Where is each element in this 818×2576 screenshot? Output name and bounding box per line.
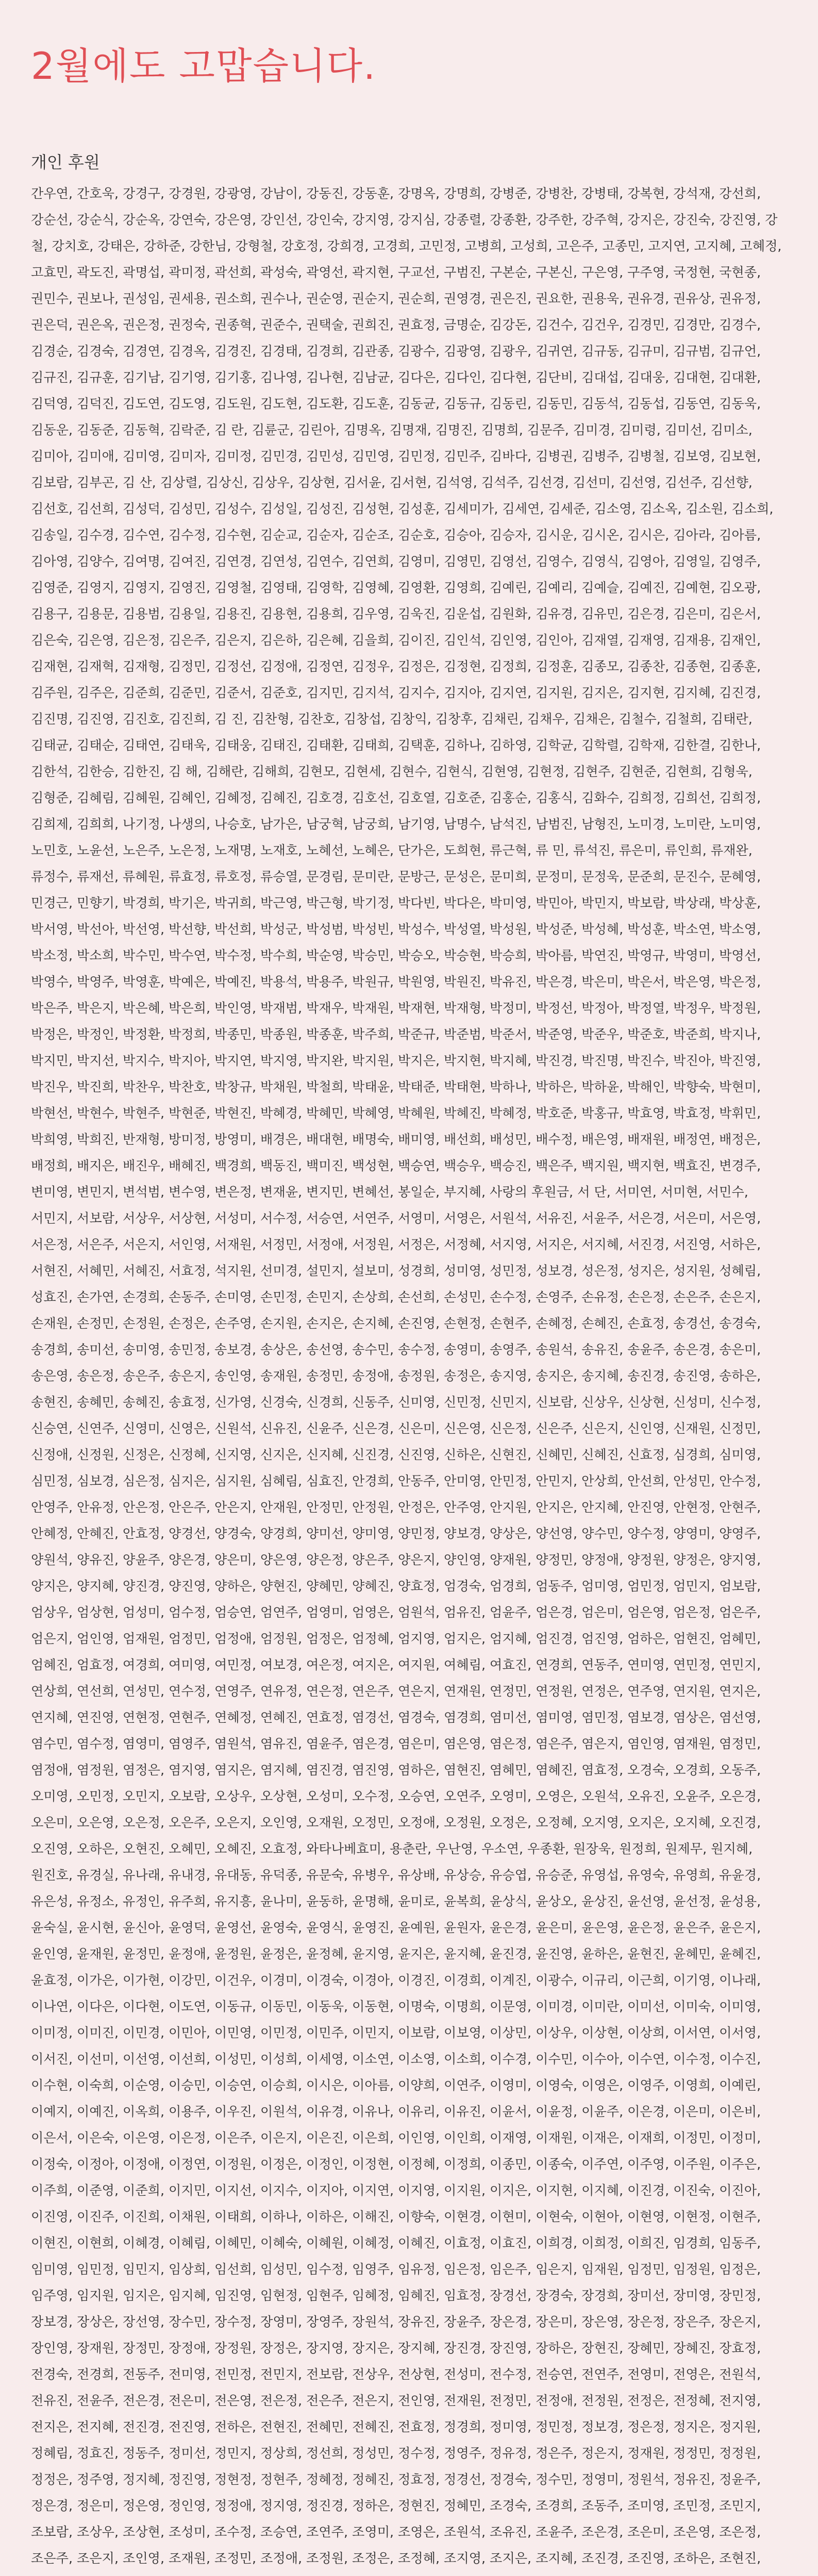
- individual-section-title: 개인 후원: [31, 152, 100, 172]
- page-title: 2월에도 고맙습니다.: [31, 44, 376, 88]
- individual-sponsor-names: 간우연, 간호욱, 강경구, 강경원, 강광영, 강남이, 강동진, 강동훈, 강명옥, 강명희, 강병준, 강병찬, 강병태, 강복현, 강석재, 강선희, 강순선, 강순식, 강순옥, 강연숙, 강은영, 강인선, 강인숙, 강지영, 강지심, 강종렬, 강종환, 강주한, 강주혁, 강지은, 강진숙, 강진영, 강 철, 강치호, 강태은, 강하준, 강한님, 강형철, 강호정, 강희경, 고경희, 고민정, 고병희, 고성희, 고은주, 고종민, 고지연, 고지혜, 고혜정, 고효민, 곽도진, 곽명섭, 곽미정, 곽선희, 곽성숙, 곽영선, 곽지현, 구교선, 구범진, 구본순, 구본신, 구은영, 구주영, 국정현, 국현종, 권민수, 권보나, 권성임, 권세용, 권소희, 권수나, 권순영, 권순지, 권순희, 권영경, 권은진, 권요한, 권용욱, 권유경, 권유상, 권유정, 권은덕, 권은옥, 권은정, 권정숙, 권종혁, 권준수, 권택술, 권희진, 권효정, 금명순, 김강돈, 김건수, 김건우, 김경민, 김경만, 김경수, 김경순, 김경숙, 김경연, 김경옥, 김경진, 김경태, 김경희, 김관종, 김광수, 김광영, 김광우, 김귀연, 김규동, 김규미, 김규범, 김규언, 김규진, 김규훈, 김기남, 김기영, 김기홍, 김나영, 김나현, 김남균, 김다은, 김다인, 김다현, 김단비, 김대섭, 김대웅, 김대현, 김대환, 김덕영, 김덕진, 김도연, 김도영, 김도원, 김도현, 김도환, 김도훈, 김동균, 김동규, 김동린, 김동민, 김동석, 김동섭, 김동연, 김동욱, 김동운, 김동준, 김동혁, 김락준, 김 란, 김륜군, 김린아, 김명옥, 김명재, 김명진, 김명희, 김문주, 김미경, 김미령, 김미선, 김미소, 김미아, 김미애, 김미영, 김미자, 김미정, 김민경, 김민성, 김민영, 김민정, 김민주, 김바다, 김병권, 김병주, 김병철, 김보영, 김보현, 김보람, 김부곤, 김 산, 김상렬, 김상신, 김상우, 김상현, 김서윤, 김서현, 김석영, 김석주, 김선경, 김선미, 김선영, 김선주, 김선향, 김선호, 김선희, 김성덕, 김성민, 김성수, 김성일, 김성진, 김성현, 김성훈, 김세미가, 김세연, 김세준, 김소영, 김소옥, 김소원, 김소희, 김송일, 김수경, 김수연, 김수정, 김수현, 김순교, 김순자, 김순조, 김순호, 김승아, 김승자, 김시운, 김시온, 김시은, 김아라, 김아름, 김아영, 김양수, 김여명, 김여진, 김연경, 김연성, 김연수, 김연희, 김영미, 김영민, 김영선, 김영수, 김영식, 김영아, 김영일, 김영주, 김영준, 김영지, 김영지, 김영진, 김영철, 김영태, 김영학, 김영혜, 김영환, 김영희, 김예린, 김예리, 김예슬, 김예진, 김예현, 김오광, 김용구, 김용문, 김용범, 김용일, 김용진, 김용현, 김용희, 김우영, 김욱진, 김운섭, 김원화, 김유경, 김유민, 김은경, 김은미, 김은서, 김은숙, 김은영, 김은정, 김은주, 김은지, 김은하, 김은혜, 김을희, 김이진, 김인석, 김인영, 김인아, 김재열, 김재영, 김재용, 김재인, 김재현, 김재혁, 김재형, 김정민, 김정선, 김정애, 김정연, 김정우, 김정은, 김정현, 김정희, 김정훈, 김종모, 김종찬, 김종현, 김종훈, 김주원, 김주은, 김준희, 김준민, 김준서, 김준호, 김지민, 김지석, 김지수, 김지아, 김지연, 김지원, 김지은, 김지현, 김지혜, 김진경, 김진명, 김진영, 김진호, 김진희, 김 진, 김찬형, 김찬호, 김창섭, 김창익, 김창후, 김채린, 김채우, 김채은, 김철수, 김철희, 김태란, 김태균, 김태순, 김태연, 김태욱, 김태웅, 김태진, 김태환, 김태희, 김택훈, 김하나, 김하영, 김학균, 김학렬, 김학재, 김한결, 김한나, 김한석, 김한승, 김한진, 김 해, 김해란, 김해희, 김현모, 김현세, 김현수, 김현식, 김현영, 김현정, 김현주, 김현준, 김현희, 김형욱, 김형준, 김혜림, 김혜원, 김혜인, 김혜정, 김혜진, 김호경, 김호선, 김호열, 김호준, 김홍순, 김홍식, 김화수, 김희정, 김희선, 김희정, 김희제, 김희희, 나기정, 나생의, 나승호, 남가은, 남궁혁, 남궁희, 남기영, 남명수, 남석진, 남범진, 남형진, 노미경, 노미란, 노미영, 노민호, 노윤선, 노은주, 노은정, 노재명, 노재호, 노혜선, 노혜은, 단가은, 도희현, 류근혁, 류 민, 류석진, 류은미, 류인희, 류재완, 류정수, 류재선, 류혜원, 류효정, 류호정, 류승열, 문경림, 문미란, 문방근, 문성은, 문미희, 문정미, 문정욱, 문준희, 문진수, 문혜영, 민경근, 민향기, 박경희, 박기은, 박귀희, 박근영, 박근형, 박기정, 박다빈, 박다은, 박미영, 박민아, 박민지, 박보람, 박상래, 박상훈, 박서영, 박선아, 박선영, 박선향, 박선희, 박성군, 박성범, 박성빈, 박성수, 박성열, 박성원, 박성준, 박성혜, 박성훈, 박소연, 박소영, 박소정, 박소희, 박수민, 박수연, 박수정, 박수희, 박순영, 박승민, 박승오, 박승현, 박승희, 박아름, 박연진, 박영규, 박영미, 박영선, 박영수, 박영주, 박영훈, 박예은, 박예진, 박용석, 박용주, 박원규, 박원영, 박원진, 박유진, 박은경, 박은미, 박은서, 박은영, 박은정, 박은주, 박은지, 박은혜, 박은희, 박인영, 박재범, 박재우, 박재원, 박재현, 박재형, 박정미, 박정선, 박정아, 박정열, 박정우, 박정원, 박정은, 박정인, 박정환, 박정희, 박종민, 박종원, 박종훈, 박주희, 박준규, 박준범, 박준서, 박준영, 박준우, 박준호, 박준희, 박지나, 박지민, 박지선, 박지수, 박지아, 박지연, 박지영, 박지완, 박지원, 박지은, 박지현, 박지혜, 박진경, 박진명, 박진수, 박진아, 박진영, 박진우, 박진희, 박찬우, 박찬호, 박창규, 박채원, 박철희, 박태윤, 박태준, 박태현, 박하나, 박하은, 박하윤, 박해인, 박향숙, 박현미, 박현선, 박현수, 박현주, 박현준, 박현진, 박혜경, 박혜민, 박혜영, 박혜원, 박혜진, 박혜정, 박호준, 박홍규, 박효영, 박효정, 박휘민, 박희영, 박희진, 반재형, 방미정, 방영미, 배경은, 배대현, 배명숙, 배미영, 배선희, 배성민, 배수정, 배은영, 배재원, 배정연, 배정은, 배정희, 배지은, 배진우, 배혜진, 백경희, 백동진, 백미진, 백성현, 백승연, 백승우, 백승진, 백은주, 백지원, 백지현, 백효진, 변경주, 변미영, 변민지, 변석범, 변수영, 변은정, 변재윤, 변지민, 변혜선, 봉일순, 부지혜, 사랑의 후원금, 서 단, 서미연, 서미현, 서민수, 서민지, 서보람, 서상우, 서상현, 서성미, 서수정, 서승연, 서연주, 서영미, 서영은, 서원석, 서유진, 서윤주, 서은경, 서은미, 서은영, 서은정, 서은주, 서은지, 서인영, 서재원, 서정민, 서정애, 서정원, 서정은, 서정혜, 서지영, 서지은, 서지혜, 서진경, 서진영, 서하은, 서현진, 서혜민, 서혜진, 서효정, 석지원, 선미경, 설민지, 설보미, 성경희, 성미영, 성민정, 성보경, 성은정, 성지은, 성지원, 성혜림, 성효진, 손가연, 손경희, 손동주, 손미영, 손민정, 손민지, 손상희, 손선희, 손성민, 손수정, 손영주, 손유정, 손은정, 손은주, 손은지, 손재원, 손정민, 손정원, 손정은, 손주영, 손지원, 손지은, 손지혜, 손진영, 손현정, 손현주, 손혜정, 손혜진, 손효정, 송경선, 송경숙, 송경희, 송미선, 송미영, 송민정, 송보경, 송상은, 송선영, 송수민, 송수정, 송영미, 송영주, 송원석, 송유진, 송윤주, 송은경, 송은미, 송은영, 송은정, 송은주, 송은지, 송인영, 송재원, 송정민, 송정애, 송정원, 송정은, 송지영, 송지은, 송지혜, 송진경, 송진영, 송하은, 송현진, 송혜민, 송혜진, 송효정, 신가영, 신경숙, 신경희, 신동주, 신미영, 신민정, 신민지, 신보람, 신상우, 신상현, 신성미, 신수정, 신승연, 신연주, 신영미, 신영은, 신원석, 신유진, 신윤주, 신은경, 신은미, 신은영, 신은정, 신은주, 신은지, 신인영, 신재원, 신정민, 신정애, 신정원, 신정은, 신정혜, 신지영, 신지은, 신지혜, 신진경, 신진영, 신하은, 신현진, 신혜민, 신혜진, 신효정, 심경희, 심미영, 심민정, 심보경, 심은정, 심지은, 심지원, 심혜림, 심효진, 안경희, 안동주, 안미영, 안민정, 안민지, 안상희, 안선희, 안성민, 안수정, 안영주, 안유정, 안은정, 안은주, 안은지, 안재원, 안정민, 안정원, 안정은, 안주영, 안지원, 안지은, 안지혜, 안진영, 안현정, 안현주, 안혜정, 안혜진, 안효정, 양경선, 양경숙, 양경희, 양미선, 양미영, 양민정, 양보경, 양상은, 양선영, 양수민, 양수정, 양영미, 양영주, 양원석, 양유진, 양윤주, 양은경, 양은미, 양은영, 양은정, 양은주, 양은지, 양인영, 양재원, 양정민, 양정애, 양정원, 양정은, 양지영, 양지은, 양지혜, 양진경, 양진영, 양하은, 양현진, 양혜민, 양혜진, 양효정, 엄경숙, 엄경희, 엄동주, 엄미영, 엄민정, 엄민지, 엄보람, 엄상우, 엄상현, 엄성미, 엄수정, 엄승연, 엄연주, 엄영미, 엄영은, 엄원석, 엄유진, 엄윤주, 엄은경, 엄은미, 엄은영, 엄은정, 엄은주, 엄은지, 엄인영, 엄재원, 엄정민, 엄정애, 엄정원, 엄정은, 엄정혜, 엄지영, 엄지은, 엄지혜, 엄진경, 엄진영, 엄하은, 엄현진, 엄혜민, 엄혜진, 엄효정, 여경희, 여미영, 여민정, 여보경, 여은정, 여지은, 여지원, 여혜림, 여효진, 연경희, 연동주, 연미영, 연민정, 연민지, 연상희, 연선희, 연성민, 연수정, 연영주, 연유정, 연은정, 연은주, 연은지, 연재원, 연정민, 연정원, 연정은, 연주영, 연지원, 연지은, 연지혜, 연진영, 연현정, 연현주, 연혜정, 연혜진, 연효정, 염경선, 염경숙, 염경희, 염미선, 염미영, 염민정, 염보경, 염상은, 염선영, 염수민, 염수정, 염영미, 염영주, 염원석, 염유진, 염윤주, 염은경, 염은미, 염은영, 염은정, 염은주, 염은지, 염인영, 염재원, 염정민, 염정애, 염정원, 염정은, 염지영, 염지은, 염지혜, 염진경, 염진영, 염하은, 염현진, 염혜민, 염혜진, 염효정, 오경숙, 오경희, 오동주, 오미영, 오민정, 오민지, 오보람, 오상우, 오상현, 오성미, 오수정, 오승연, 오연주, 오영미, 오영은, 오원석, 오유진, 오윤주, 오은경, 오은미, 오은영, 오은정, 오은주, 오은지, 오인영, 오재원, 오정민, 오정애, 오정원, 오정은, 오정혜, 오지영, 오지은, 오지혜, 오진경, 오진영, 오하은, 오현진, 오혜민, 오혜진, 오효정, 와타나베효미, 용춘란, 우난영, 우소연, 우종환, 원장욱, 원정희, 원제무, 원지혜, 원진호, 유경실, 유나래, 유내경, 유대동, 유덕종, 유문숙, 유병우, 유상배, 유상승, 유승엽, 유승준, 유영섭, 유영숙, 유영희, 유윤경, 유은성, 유정소, 유정인, 유주희, 유지흥, 윤나미, 윤동하, 윤명해, 윤미로, 윤복희, 윤상식, 윤상오, 윤상진, 윤선영, 윤선정, 윤성용, 윤숙실, 윤시현, 윤신아, 윤영덕, 윤영선, 윤영숙, 윤영식, 윤영진, 윤예원, 윤원자, 윤은경, 윤은미, 윤은영, 윤은정, 윤은주, 윤은지, 윤인영, 윤재원, 윤정민, 윤정애, 윤정원, 윤정은, 윤정혜, 윤지영, 윤지은, 윤지혜, 윤진경, 윤진영, 윤하은, 윤현진, 윤혜민, 윤혜진, 윤효정, 이가은, 이가현, 이강민, 이건우, 이경미, 이경숙, 이경아, 이경진, 이경희, 이계진, 이광수, 이규리, 이근희, 이기영, 이나래, 이나연, 이다은, 이다현, 이도연, 이동규, 이동민, 이동욱, 이동현, 이명숙, 이명희, 이문영, 이미경, 이미란, 이미선, 이미숙, 이미영, 이미정, 이미진, 이민경, 이민아, 이민영, 이민정, 이민주, 이민지, 이보람, 이보영, 이상민, 이상우, 이상현, 이상희, 이서연, 이서영, 이서진, 이선미, 이선영, 이선희, 이성민, 이성희, 이세영, 이소연, 이소영, 이소희, 이수경, 이수민, 이수아, 이수연, 이수정, 이수진, 이수현, 이숙희, 이순영, 이승민, 이승연, 이승희, 이시은, 이아름, 이양희, 이연주, 이영미, 이영숙, 이영은, 이영주, 이영희, 이예린, 이예지, 이예진, 이옥희, 이용주, 이우진, 이원석, 이유경, 이유나, 이유리, 이유진, 이윤서, 이윤정, 이윤주, 이은경, 이은미, 이은비, 이은서, 이은숙, 이은영, 이은정, 이은주, 이은지, 이은진, 이은희, 이인영, 이인희, 이재영, 이재원, 이재은, 이재희, 이정민, 이정미, 이정숙, 이정아, 이정애, 이정연, 이정원, 이정은, 이정인, 이정현, 이정혜, 이정희, 이종민, 이종숙, 이주연, 이주영, 이주원, 이주은, 이주희, 이준영, 이준희, 이지민, 이지선, 이지수, 이지아, 이지연, 이지영, 이지원, 이지은, 이지현, 이지혜, 이진경, 이진숙, 이진아, 이진영, 이진주, 이진희, 이채원, 이태희, 이하나, 이하은, 이해진, 이향숙, 이현경, 이현미, 이현숙, 이현아, 이현영, 이현정, 이현주, 이현진, 이현희, 이혜경, 이혜림, 이혜민, 이혜숙, 이혜원, 이혜정, 이혜진, 이효정, 이효진, 이희경, 이희정, 이희진, 임경희, 임동주, 임미영, 임민정, 임민지, 임상희, 임선희, 임성민, 임수정, 임영주, 임유정, 임은정, 임은주, 임은지, 임재원, 임정민, 임정원, 임정은, 임주영, 임지원, 임지은, 임지혜, 임진영, 임현정, 임현주, 임혜정, 임혜진, 임효정, 장경선, 장경숙, 장경희, 장미선, 장미영, 장민정, 장보경, 장상은, 장선영, 장수민, 장수정, 장영미, 장영주, 장원석, 장유진, 장윤주, 장은경, 장은미, 장은영, 장은정, 장은주, 장은지, 장인영, 장재원, 장정민, 장정애, 장정원, 장정은, 장지영, 장지은, 장지혜, 장진경, 장진영, 장하은, 장현진, 장혜민, 장혜진, 장효정, 전경숙, 전경희, 전동주, 전미영, 전민정, 전민지, 전보람, 전상우, 전상현, 전성미, 전수정, 전승연, 전연주, 전영미, 전영은, 전원석, 전유진, 전윤주, 전은경, 전은미, 전은영, 전은정, 전은주, 전은지, 전인영, 전재원, 전정민, 전정애, 전정원, 전정은, 전정혜, 전지영, 전지은, 전지혜, 전진경, 전진영, 전하은, 전현진, 전혜민, 전혜진, 전효정, 정경희, 정미영, 정민정, 정보경, 정은정, 정지은, 정지원, 정혜림, 정효진, 정동주, 정미선, 정민지, 정상희, 정선희, 정성민, 정수정, 정영주, 정유정, 정은주, 정은지, 정재원, 정정민, 정정원, 정정은, 정주영, 정지혜, 정진영, 정현정, 정현주, 정혜정, 정혜진, 정효정, 정경선, 정경숙, 정수민, 정영미, 정원석, 정유진, 정윤주, 정은경, 정은미, 정은영, 정인영, 정정애, 정지영, 정진경, 정하은, 정현진, 정혜민, 조경숙, 조경희, 조동주, 조미영, 조민정, 조민지, 조보람, 조상우, 조상현, 조성미, 조수정, 조승연, 조연주, 조영미, 조영은, 조원석, 조유진, 조윤주, 조은경, 조은미, 조은영, 조은정, 조은주, 조은지, 조인영, 조재원, 조정민, 조정애, 조정원, 조정은, 조정혜, 조지영, 조지은, 조지혜, 조진경, 조진영, 조하은, 조현진,: [31, 186, 782, 2566]
